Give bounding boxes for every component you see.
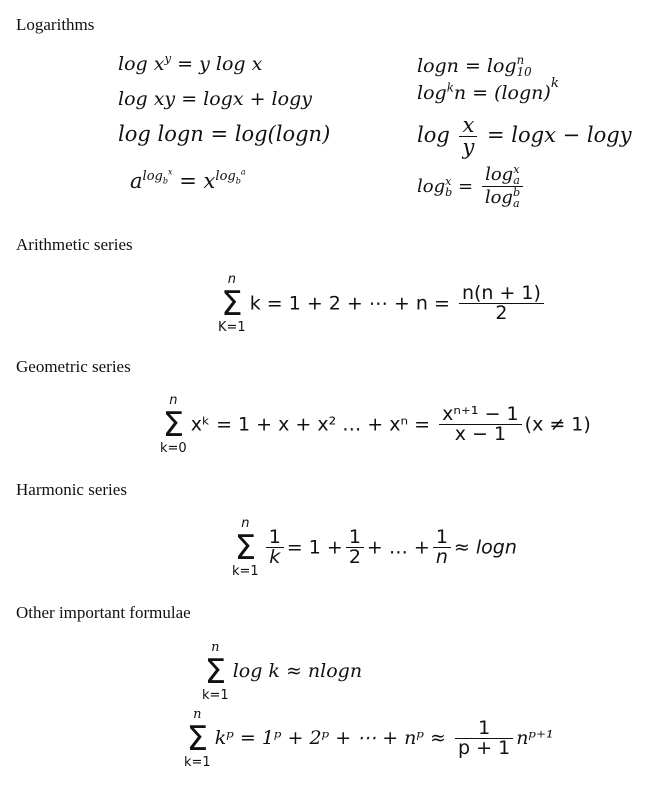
summation-sigma: n Σ k=1 <box>184 707 211 770</box>
heading-logarithms: Logarithms <box>16 15 95 34</box>
harmonic-half: $\frac{1}{2}$ <box>346 528 364 567</box>
harmonic-series-formula <box>232 516 517 579</box>
summation-sigma: n Σ k=1 <box>232 516 259 579</box>
log-base10-identity: logn = log n 10 <box>417 53 532 79</box>
sum-powers-body: kᵖ = 1ᵖ + 2ᵖ + ⋯ + nᵖ ≈ <box>214 726 446 749</box>
log-product-rule: log xy = logx + logy <box>118 88 312 110</box>
log-power-k-identity: $\log^kn = (\log n)^k$ <box>417 76 559 104</box>
heading-other-formulae: Other important formulae <box>16 603 191 622</box>
geometric-series-formula <box>160 393 591 456</box>
heading-geometric-series: Geometric series <box>16 357 131 376</box>
summation-sigma: n Σ k=0 <box>160 393 187 456</box>
sum-log-formula <box>202 640 362 703</box>
harmonic-term: $\frac{1}{k}$ <box>266 528 284 567</box>
heading-harmonic-series: Harmonic series <box>16 480 127 499</box>
log-exponent-swap: $a^{log_b^x} = x^{log_b^a}$ <box>130 167 246 193</box>
geometric-lhs: xᵏ = 1 + x + x² … + xⁿ = <box>190 413 431 436</box>
log-log-identity: log logn = log(logn) <box>118 122 331 146</box>
geometric-condition: (x ≠ 1) <box>524 413 591 436</box>
arithmetic-series-formula <box>218 272 547 335</box>
log-change-of-base: log x b = log x a log b a <box>417 164 526 210</box>
sum-powers-formula <box>184 707 554 770</box>
log-quotient-rule: log $\frac{x}{y}$ = logx − logy <box>417 113 632 159</box>
arithmetic-fraction: $\frac{n(n + 1)}{2}$ <box>459 284 544 323</box>
log-power-rule: $\log x^y = y$ log x <box>118 51 263 75</box>
harmonic-approx: ≈ logn <box>453 536 517 559</box>
harmonic-dots: + … + <box>366 536 430 559</box>
sum-powers-tail: nᵖ⁺¹ <box>516 726 554 749</box>
sum-powers-fraction: $\frac{1}{p + 1}$ <box>455 719 513 758</box>
sum-log-body: log k ≈ nlogn <box>232 659 363 682</box>
summation-sigma: n Σ K=1 <box>218 272 246 335</box>
arithmetic-lhs: k = 1 + 2 + ⋯ + n = <box>249 292 450 315</box>
harmonic-last-term: $\frac{1}{n}$ <box>433 528 451 567</box>
harmonic-eq-one: = 1 + <box>286 536 343 559</box>
summation-sigma: n Σ k=1 <box>202 640 229 703</box>
geometric-fraction: $\frac{\text{xⁿ⁺¹ − 1}}{x - 1}$ <box>439 405 522 444</box>
heading-arithmetic-series: Arithmetic series <box>16 235 133 254</box>
